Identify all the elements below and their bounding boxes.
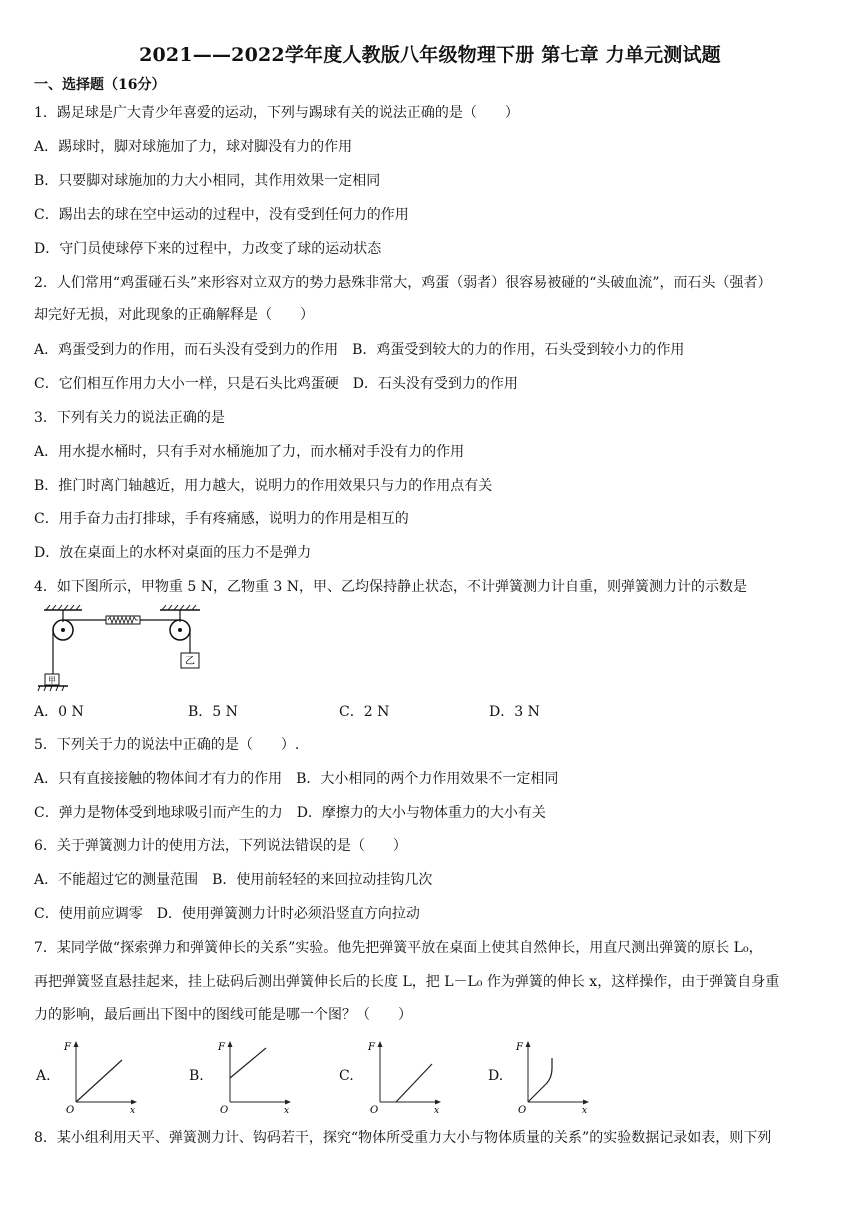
- section-heading-choice: 一、选择题（16分）: [34, 77, 166, 93]
- graph-c: [364, 1038, 444, 1116]
- graph-d-axis-x: x: [582, 1106, 588, 1116]
- question-2-stem-line1: 2．人们常用“鸡蛋碰石头”来形容对立双方的势力悬殊非常大，鸡蛋（弱者）很容易被碰的“头破血流”，而石头（强者）: [34, 275, 772, 291]
- question-4-option-d: D．3 N: [489, 704, 540, 720]
- graph-a: [60, 1038, 140, 1116]
- question-3-option-b: B．推门时离门轴越近，用力越大，说明力的作用效果只与力的作用点有关: [34, 478, 493, 494]
- question-6-stem: 6．关于弹簧测力计的使用方法，下列说法错误的是（ ）: [34, 838, 407, 854]
- question-2-options-ab: A．鸡蛋受到力的作用，而石头没有受到力的作用 B．鸡蛋受到较大的力的作用，石头受到较小力的作用: [34, 342, 685, 358]
- question-7-option-b-label: B.: [189, 1068, 204, 1084]
- graph-a-axis-f: F: [64, 1042, 71, 1053]
- question-1-option-d: D．守门员使球停下来的过程中，力改变了球的运动状态: [34, 241, 382, 257]
- question-1-stem: 1．踢足球是广大青少年喜爱的运动，下列与踢球有关的说法正确的是（ ）: [34, 105, 519, 121]
- question-2-stem-line2: 却完好无损，对此现象的正确解释是（ ）: [34, 307, 314, 323]
- pulley-spring-scale-diagram: [36, 604, 216, 692]
- graph-c-origin: O: [370, 1105, 379, 1116]
- page-title: 2021——2022学年度人教版八年级物理下册 第七章 力单元测试题: [139, 44, 721, 66]
- graph-b-axis-x: x: [284, 1106, 290, 1116]
- question-4-option-a: A．0 N: [34, 704, 84, 720]
- question-1-option-c: C．踢出去的球在空中运动的过程中，没有受到任何力的作用: [34, 207, 409, 223]
- graph-b-origin: O: [220, 1105, 229, 1116]
- question-7-option-d-label: D.: [488, 1068, 504, 1084]
- question-3-option-a: A．用水提水桶时，只有手对水桶施加了力，而水桶对手没有力的作用: [34, 444, 465, 460]
- question-1-option-b: B．只要脚对球施加的力大小相同，其作用效果一定相同: [34, 173, 381, 189]
- question-5-options-cd: C．弹力是物体受到地球吸引而产生的力 D．摩擦力的大小与物体重力的大小有关: [34, 805, 546, 821]
- block-yi-label: 乙: [185, 656, 195, 667]
- question-7-option-a-label: A.: [36, 1068, 51, 1084]
- block-jia-label: 甲: [48, 676, 56, 685]
- question-4-stem: 4．如下图所示，甲物重 5 N，乙物重 3 N，甲、乙均保持静止状态，不计弹簧测力计自重，则弹簧测力计的示数是: [34, 579, 748, 595]
- question-8-stem: 8．某小组利用天平、弹簧测力计、钩码若干，探究“物体所受重力大小与物体质量的关系”的实验数据记录如表，则下列: [34, 1130, 772, 1146]
- graph-a-axis-x: x: [130, 1106, 136, 1116]
- question-3-stem: 3．下列有关力的说法正确的是: [34, 410, 225, 426]
- question-6-options-cd: C．使用前应调零 D．使用弹簧测力计时必须沿竖直方向拉动: [34, 906, 420, 922]
- question-5-options-ab: A．只有直接接触的物体间才有力的作用 B．大小相同的两个力作用效果不一定相同: [34, 771, 559, 787]
- question-6-options-ab: A．不能超过它的测量范围 B．使用前轻轻的来回拉动挂钩几次: [34, 872, 433, 888]
- question-3-option-d: D．放在桌面上的水杯对桌面的压力不是弹力: [34, 545, 312, 561]
- question-7-stem-line2: 再把弹簧竖直悬挂起来，挂上砝码后测出弹簧伸长后的长度 L，把 L－L₀ 作为弹簧的伸长 x，这样操作，由于弹簧自身重: [34, 974, 780, 990]
- question-2-options-cd: C．它们相互作用力大小一样，只是石头比鸡蛋硬 D．石头没有受到力的作用: [34, 376, 518, 392]
- graph-c-axis-x: x: [434, 1106, 440, 1116]
- graph-d: [512, 1038, 592, 1116]
- graph-c-axis-f: F: [368, 1042, 375, 1053]
- graph-d-origin: O: [518, 1105, 527, 1116]
- question-5-stem: 5．下列关于力的说法中正确的是（ ）.: [34, 737, 300, 753]
- question-7-stem-line1: 7．某同学做“探索弹力和弹簧伸长的关系”实验。他先把弹簧平放在桌面上使其自然伸长，用直尺测出弹簧的原长 L₀，: [34, 940, 763, 956]
- graph-a-origin: O: [66, 1105, 75, 1116]
- question-4-option-b: B．5 N: [188, 704, 238, 720]
- graph-b-axis-f: F: [218, 1042, 225, 1053]
- question-7-option-c-label: C.: [339, 1068, 354, 1084]
- question-1-option-a: A．踢球时，脚对球施加了力，球对脚没有力的作用: [34, 139, 353, 155]
- graph-b: [214, 1038, 294, 1116]
- question-7-stem-line3: 力的影响，最后画出下图中的图线可能是哪一个图？（ ）: [34, 1007, 412, 1023]
- question-4-option-c: C．2 N: [339, 704, 390, 720]
- question-3-option-c: C．用手奋力击打排球，手有疼痛感，说明力的作用是相互的: [34, 511, 409, 527]
- graph-d-axis-f: F: [516, 1042, 523, 1053]
